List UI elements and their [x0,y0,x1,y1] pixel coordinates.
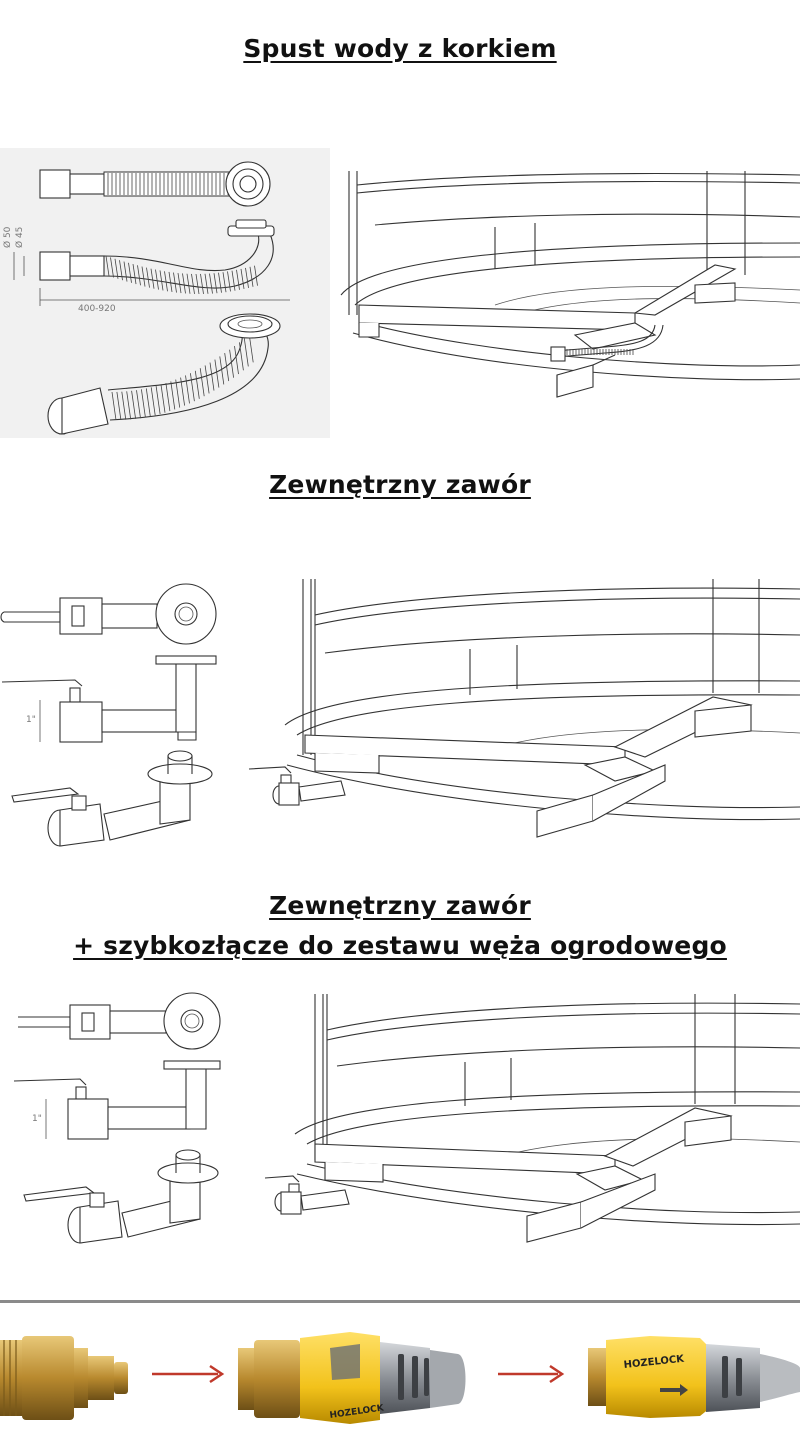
valve-quick-title-line1: Zewnętrzny zawór [269,891,531,920]
quick-connector-with-hose [588,1336,800,1418]
valve-quick-title-line2: + szybkozłącze do zestawu węża ogrodowego [73,931,727,960]
valve-dim-label: 1" [26,715,36,725]
drain-section-title: Spust wody z korkiem [243,34,557,63]
valve-quick-dim-label: 1" [32,1114,42,1124]
valve-quick-section-title [0,886,800,966]
quick-connector-sequence [0,1308,800,1444]
dim-d50-label: Ø 50 [3,226,13,248]
tub-frame-valve-drawing [245,575,800,850]
valve-drawing [0,570,240,850]
brass-with-quick-connector [238,1332,466,1424]
hozelock-logo-1: HOZELOCK [329,1403,385,1421]
hose-length-label: 400-920 [78,304,116,314]
valve-section-title: Zewnętrzny zawór [269,470,531,499]
hozelock-logo-2: HOZELOCK [623,1353,685,1371]
tub-frame-valve-quick-drawing [265,990,800,1255]
section-divider [0,1300,800,1303]
valve-quick-drawing [0,985,240,1255]
dim-d45-label: Ø 45 [15,226,25,248]
arrow-icon [498,1366,562,1382]
brass-tap-connector [0,1336,128,1420]
tub-frame-drain-drawing [335,165,800,410]
arrow-icon [152,1366,222,1382]
drain-hose-drawing [0,148,330,438]
